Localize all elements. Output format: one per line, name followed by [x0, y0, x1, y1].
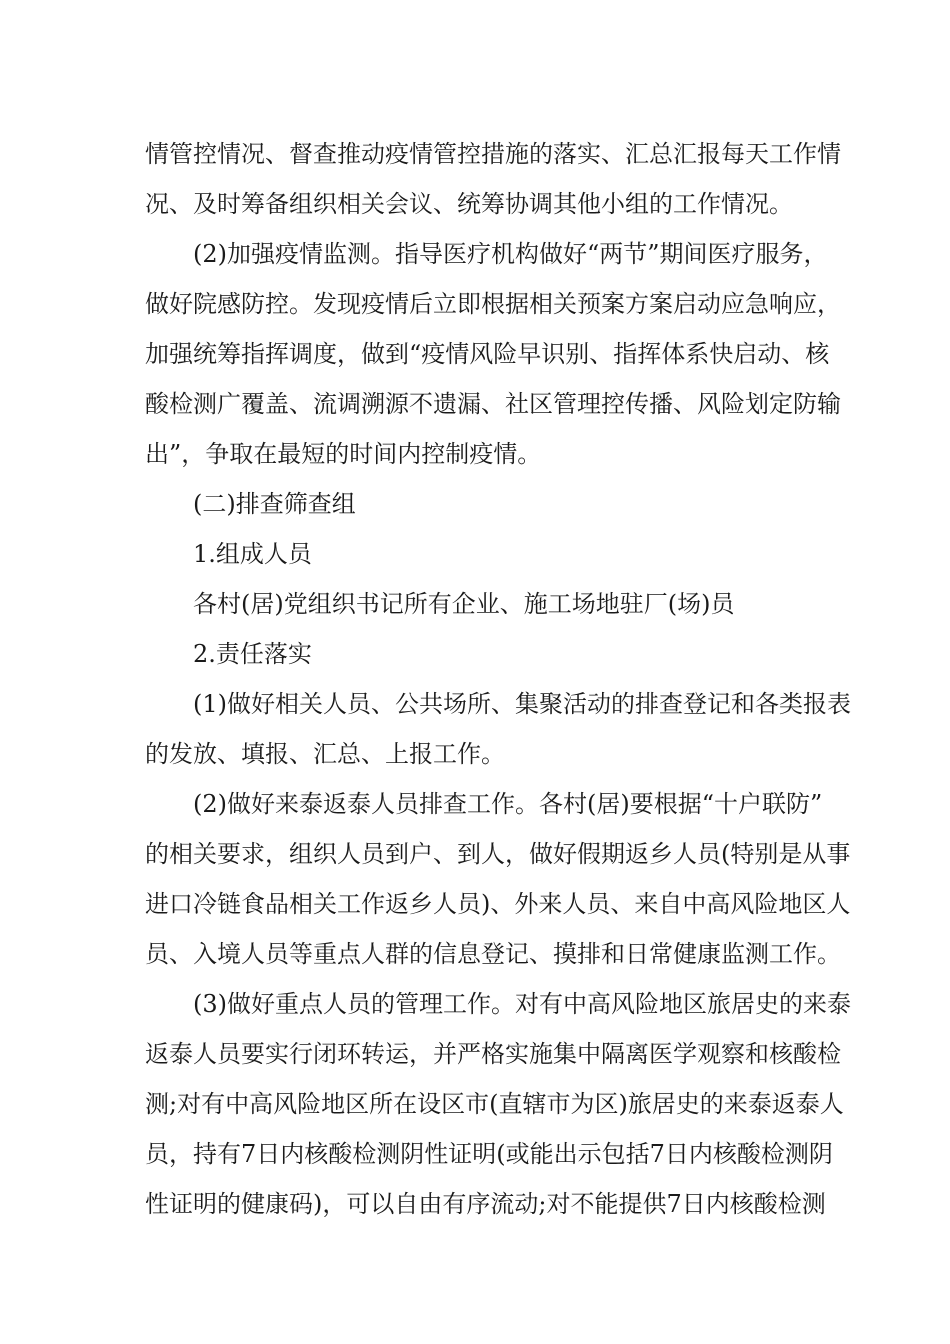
paragraph-line: (3)做好重点人员的管理工作。对有中高风险地区旅居史的来泰: [193, 990, 851, 1018]
paragraph-line: 做好院感防控。发现疫情后立即根据相关预案方案启动应急响应，: [145, 290, 841, 318]
paragraph-line: 况、及时筹备组织相关会议、统筹协调其他小组的工作情况。: [145, 190, 793, 218]
paragraph-line: (2)加强疫情监测。指导医疗机构做好“两节”期间医疗服务，: [193, 240, 828, 268]
paragraph-line: 各村(居)党组织书记所有企业、施工场地驻厂(场)员: [193, 590, 735, 618]
paragraph-line: (1)做好相关人员、公共场所、集聚活动的排查登记和各类报表: [193, 690, 851, 718]
paragraph-line: 加强统筹指挥调度，做到“疫情风险早识别、指挥体系快启动、核: [145, 340, 830, 368]
paragraph-line: 的相关要求，组织人员到户、到人，做好假期返乡人员(特别是从事: [145, 840, 851, 868]
paragraph-line: (2)做好来泰返泰人员排查工作。各村(居)要根据“十户联防”: [193, 790, 823, 818]
paragraph-line: 员、入境人员等重点人群的信息登记、摸排和日常健康监测工作。: [145, 940, 841, 968]
paragraph-line: 情管控情况、督查推动疫情管控措施的落实、汇总汇报每天工作情: [145, 140, 841, 168]
paragraph-line: 酸检测广覆盖、流调溯源不遗漏、社区管理控传播、风险划定防输: [145, 390, 841, 418]
paragraph-line: 进口冷链食品相关工作返乡人员)、外来人员、来自中高风险地区人: [145, 890, 851, 918]
subsection-heading: 2.责任落实: [193, 640, 312, 668]
paragraph-line: 返泰人员要实行闭环转运，并严格实施集中隔离医学观察和核酸检: [145, 1040, 841, 1068]
section-heading: (二)排查筛查组: [193, 490, 356, 518]
paragraph-line: 员，持有7日内核酸检测阴性证明(或能出示包括7日内核酸检测阴: [145, 1140, 833, 1168]
paragraph-line: 的发放、填报、汇总、上报工作。: [145, 740, 505, 768]
subsection-heading: 1.组成人员: [193, 540, 312, 568]
paragraph-line: 测;对有中高风险地区所在设区市(直辖市为区)旅居史的来泰返泰人: [145, 1090, 844, 1118]
paragraph-line: 性证明的健康码)，可以自由有序流动;对不能提供7日内核酸检测: [145, 1190, 826, 1218]
paragraph-line: 出”，争取在最短的时间内控制疫情。: [145, 440, 542, 468]
